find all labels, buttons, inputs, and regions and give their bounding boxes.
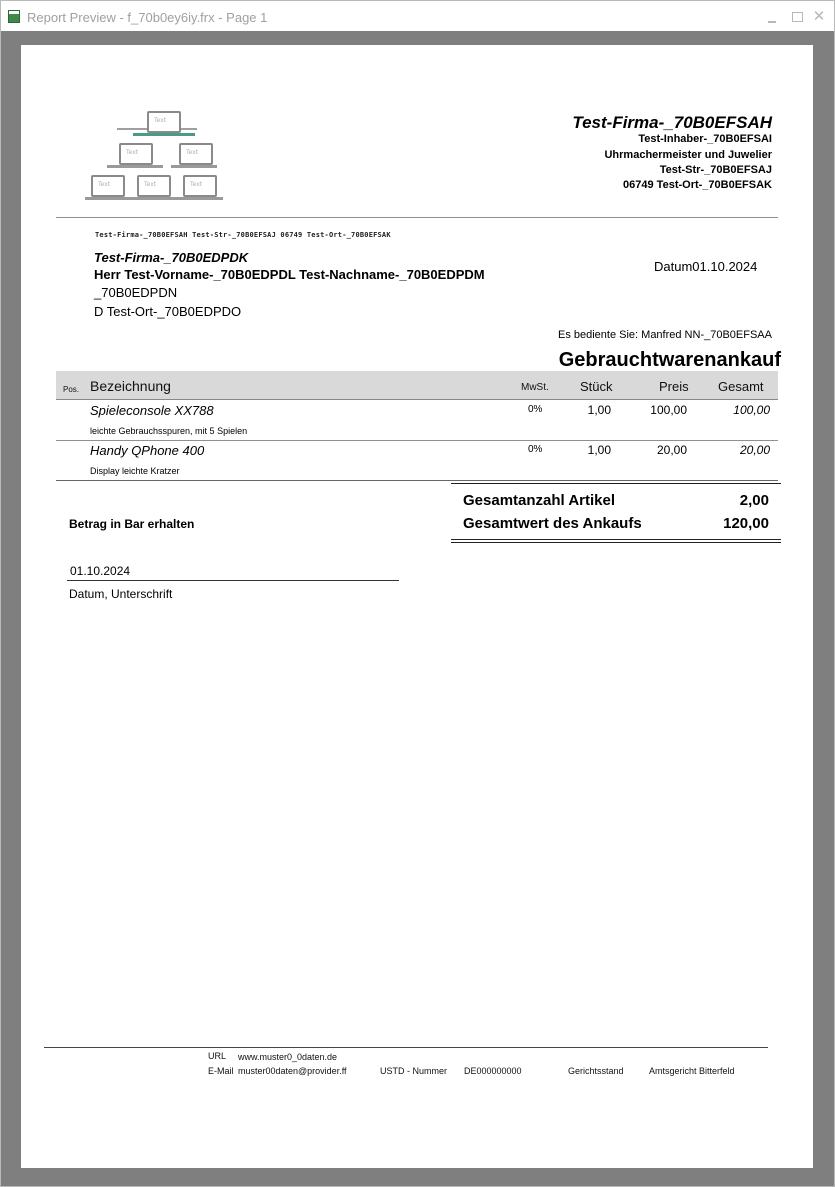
footer-court-label: Gerichtsstand: [568, 1066, 624, 1076]
summary-double-line-1: [451, 539, 781, 540]
footer-email: muster00daten@provider.ff: [238, 1066, 347, 1076]
maximize-button[interactable]: [786, 7, 808, 27]
summary-top-line: [451, 483, 781, 484]
row-price: 20,00: [656, 443, 687, 457]
logo-box-bottom-1: [91, 175, 125, 197]
logo-base-bottom: [85, 197, 223, 200]
window-title: Report Preview - f_70b0ey6iy.frx - Page 1: [27, 10, 268, 25]
company-trade: Uhrmachermeister und Juwelier: [604, 149, 772, 161]
col-quantity: Stück: [580, 379, 613, 394]
col-price: Preis: [659, 379, 689, 394]
row-mwst: 0%: [528, 444, 543, 455]
row-mwst: 0%: [528, 404, 543, 415]
total-count-value: 2,00: [739, 492, 769, 509]
footer-email-label: E-Mail: [208, 1066, 234, 1076]
row-total: 20,00: [739, 443, 770, 457]
logo-box-bottom-3: [183, 175, 217, 197]
app-icon: [8, 10, 20, 23]
company-name: Test-Firma-_70B0EFSAH: [572, 113, 772, 132]
served-by: Es bediente Sie: Manfred NN-_70B0EFSAA: [557, 329, 772, 341]
row-price: 100,00: [650, 403, 687, 417]
footer-divider: [44, 1047, 768, 1048]
col-total: Gesamt: [718, 379, 764, 394]
row-total: 100,00: [733, 403, 770, 417]
total-value-label: Gesamtwert des Ankaufs: [463, 515, 642, 532]
col-mwst: MwSt.: [521, 382, 549, 393]
col-description: Bezeichnung: [90, 378, 171, 394]
footer-court-value: Amtsgericht Bitterfeld: [649, 1066, 735, 1076]
close-button[interactable]: ✕: [812, 8, 826, 25]
total-value-amount: 120,00: [723, 515, 769, 532]
row-description: Spieleconsole XX788: [90, 403, 214, 418]
title-bar: [1, 1, 834, 31]
row-divider: [56, 440, 778, 441]
row-note: leichte Gebrauchsspuren, mit 5 Spielen: [90, 426, 248, 436]
recipient-name: Herr Test-Vorname-_70B0EDPDL Test-Nachname-_70B0EDPDM: [94, 267, 485, 282]
company-city: 06749 Test-Ort-_70B0EFSAK: [623, 179, 772, 191]
total-count-label: Gesamtanzahl Artikel: [463, 492, 615, 509]
col-pos: Pos.: [63, 385, 80, 394]
row-note: Display leichte Kratzer: [90, 466, 180, 476]
logo-base-top: [133, 133, 195, 136]
signature-line: [67, 580, 399, 581]
date-value: 01.10.2024: [692, 259, 758, 274]
row-quantity: 1,00: [587, 443, 611, 457]
sender-line: Test-Firma-_70B0EFSAH Test-Str-_70B0EFSAJ 06749 Test-Ort-_70B0EFSAK: [95, 231, 391, 239]
document-title: Gebrauchtwarenankauf: [558, 349, 781, 371]
summary-double-line-2: [451, 542, 781, 543]
report-page: [21, 45, 813, 1168]
footer-ustd-label: USTD - Nummer: [380, 1066, 447, 1076]
payment-note: Betrag in Bar erhalten: [69, 517, 195, 531]
company-street: Test-Str-_70B0EFSAJ: [659, 164, 772, 176]
logo-box-bottom-2: [137, 175, 171, 197]
row-quantity: 1,00: [587, 403, 611, 417]
footer-ustd-value: DE000000000: [464, 1066, 522, 1076]
logo-base-mid-left: [107, 165, 163, 168]
company-owner: Test-Inhaber-_70B0EFSAI: [638, 133, 772, 145]
footer-url-label: URL: [208, 1051, 227, 1061]
minimize-button[interactable]: [761, 7, 783, 27]
signature-date: 01.10.2024: [70, 564, 131, 578]
recipient-city: D Test-Ort-_70B0EDPDO: [94, 304, 242, 319]
logo-base-mid-right: [171, 165, 217, 168]
recipient-line3: _70B0EDPDN: [94, 285, 178, 300]
date-field: [654, 259, 757, 274]
header-divider: [56, 217, 778, 218]
footer-url: www.muster0_0daten.de: [238, 1052, 338, 1062]
date-label: Datum: [654, 259, 693, 274]
logo-box-top: [147, 111, 181, 133]
recipient-firm: Test-Firma-_70B0EDPDK: [94, 250, 249, 265]
signature-label: Datum, Unterschrift: [69, 587, 173, 601]
table-bottom-divider: [56, 480, 778, 481]
row-description: Handy QPhone 400: [90, 443, 205, 458]
logo-box-mid-left: [119, 143, 153, 165]
logo-box-mid-right: [179, 143, 213, 165]
table-header: [56, 371, 778, 400]
